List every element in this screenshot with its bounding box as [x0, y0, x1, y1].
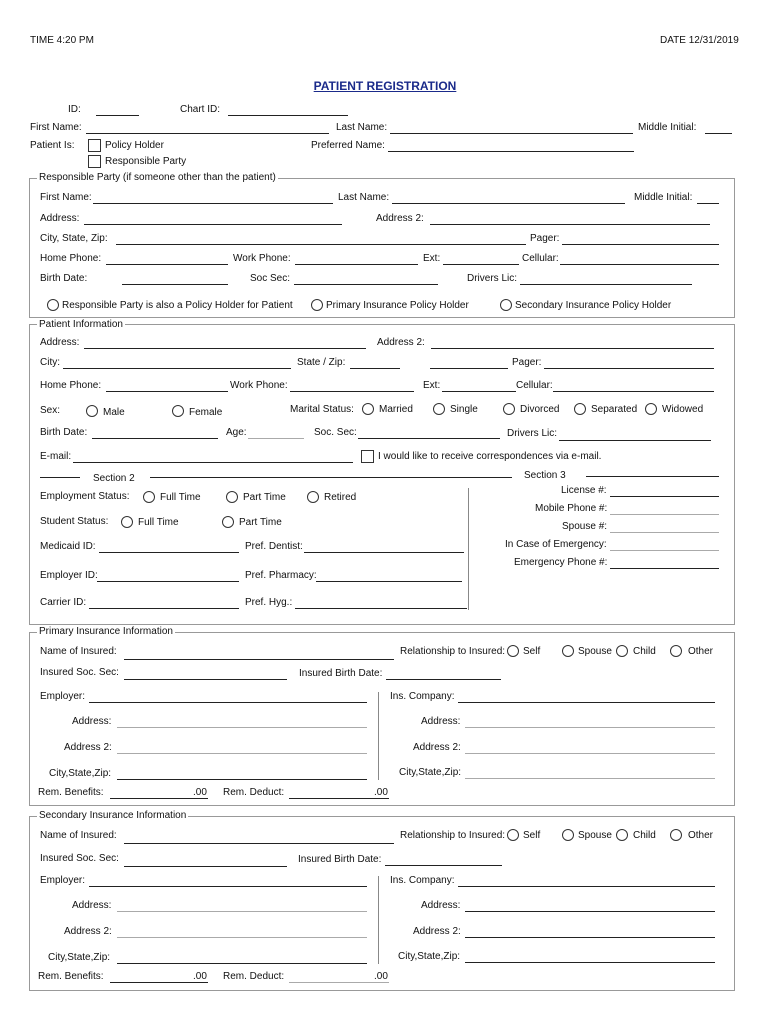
rp-middle-initial-label: Middle Initial: — [634, 192, 693, 203]
pref-dentist-field[interactable] — [304, 552, 464, 553]
emergency-phone-label: Emergency Phone #: — [514, 557, 608, 568]
primary-self-radio[interactable] — [507, 645, 519, 657]
secondary-divider — [378, 876, 379, 964]
secondary-self-label: Self — [523, 830, 541, 841]
secondary-employer-address2-field[interactable] — [117, 937, 367, 938]
pi-address-field[interactable] — [84, 348, 366, 349]
primary-company-address2-label: Address 2: — [413, 742, 461, 753]
secondary-employer-address-field[interactable] — [117, 911, 367, 912]
section-divider — [468, 488, 469, 610]
secondary-employer-city-field[interactable] — [117, 963, 367, 964]
rp-soc-sec-field[interactable] — [294, 284, 438, 285]
rp-last-name-label: Last Name: — [338, 192, 390, 203]
pref-hyg-field[interactable] — [295, 608, 467, 609]
rp-ext-label: Ext: — [423, 253, 441, 264]
mobile-phone-field[interactable] — [610, 514, 719, 515]
primary-name-of-insured-field[interactable] — [124, 659, 394, 660]
secondary-insurance-legend: Secondary Insurance Information — [39, 810, 187, 821]
spouse-field[interactable] — [610, 532, 719, 533]
secondary-company-address-label: Address: — [421, 900, 461, 911]
section3-rule — [586, 476, 719, 477]
secondary-relationship-label: Relationship to Insured: — [400, 830, 506, 841]
employer-id-label: Employer ID: — [40, 570, 98, 581]
pref-dentist-label: Pref. Dentist: — [245, 541, 303, 552]
rp-birth-date-field[interactable] — [122, 284, 228, 285]
secondary-child-label: Child — [633, 830, 656, 841]
responsible-party-checkbox[interactable] — [88, 155, 101, 168]
student-part-time-label: Part Time — [239, 517, 282, 528]
secondary-company-address-field[interactable] — [465, 911, 715, 912]
primary-employer-city-label: City,State,Zip: — [49, 768, 112, 779]
section2-heading: Section 2 — [93, 473, 135, 484]
pi-drivers-lic-field[interactable] — [559, 440, 711, 441]
id-field[interactable] — [96, 115, 139, 116]
rp-soc-sec-label: Soc Sec: — [250, 273, 291, 284]
pi-birth-date-label: Birth Date: — [40, 427, 88, 438]
rp-address-field[interactable] — [84, 224, 342, 225]
student-status-label: Student Status: — [40, 516, 109, 527]
rp-address2-label: Address 2: — [376, 213, 424, 224]
pi-cellular-label: Cellular: — [516, 380, 553, 391]
emergency-contact-field[interactable] — [610, 550, 719, 551]
primary-self-label: Self — [523, 646, 541, 657]
pi-sex-label: Sex: — [40, 405, 61, 416]
rp-city-state-zip-label: City, State, Zip: — [40, 233, 108, 244]
pi-ext-field[interactable] — [442, 391, 516, 392]
pi-female-radio[interactable] — [172, 405, 184, 417]
section2-rule-right — [150, 477, 512, 478]
rp-middle-initial-field[interactable] — [697, 203, 719, 204]
secondary-company-city-label: City,State,Zip: — [398, 951, 461, 962]
pi-city-field[interactable] — [63, 368, 291, 369]
pref-pharmacy-label: Pref. Pharmacy: — [245, 570, 317, 581]
employment-full-time-label: Full Time — [160, 492, 201, 503]
pi-pager-label: Pager: — [512, 357, 542, 368]
secondary-rem-benefits-label: Rem. Benefits: — [38, 971, 104, 982]
secondary-child-radio[interactable] — [616, 829, 628, 841]
secondary-company-address2-field[interactable] — [465, 937, 715, 938]
primary-employer-label: Employer: — [40, 691, 86, 702]
pi-email-label: E-mail: — [40, 451, 72, 462]
emergency-phone-field[interactable] — [610, 568, 719, 569]
pi-separated-radio[interactable] — [574, 403, 586, 415]
pi-ext-label: Ext: — [423, 380, 441, 391]
employment-retired-radio[interactable] — [307, 491, 319, 503]
rp-secondary-option: Secondary Insurance Policy Holder — [515, 300, 672, 311]
page-title: PATIENT REGISTRATION — [313, 79, 457, 93]
primary-company-address-field[interactable] — [465, 727, 715, 728]
pi-birth-date-field[interactable] — [92, 438, 218, 439]
primary-employer-address-label: Address: — [72, 716, 112, 727]
primary-other-label: Other — [688, 646, 714, 657]
pi-married-label: Married — [379, 404, 413, 415]
primary-child-label: Child — [633, 646, 656, 657]
carrier-id-label: Carrier ID: — [40, 597, 87, 608]
rp-cellular-label: Cellular: — [522, 253, 559, 264]
pref-pharmacy-field[interactable] — [316, 581, 462, 582]
rp-birth-date-label: Birth Date: — [40, 273, 88, 284]
primary-employer-address2-field[interactable] — [117, 753, 367, 754]
rp-city-state-zip-field[interactable] — [116, 244, 526, 245]
rp-ext-field[interactable] — [443, 264, 519, 265]
secondary-name-of-insured-field[interactable] — [124, 843, 394, 844]
secondary-rem-benefits-field[interactable] — [110, 982, 208, 983]
pi-widowed-label: Widowed — [662, 404, 704, 415]
secondary-self-radio[interactable] — [507, 829, 519, 841]
rp-cellular-field[interactable] — [560, 264, 719, 265]
pi-soc-sec-label: Soc. Sec: — [314, 427, 357, 438]
pi-state-zip-label: State / Zip: — [297, 357, 346, 368]
emergency-contact-label: In Case of Emergency: — [505, 539, 607, 550]
responsible-party-label: Responsible Party — [105, 156, 187, 167]
secondary-rem-deduct-cents: .00 — [374, 971, 388, 982]
mobile-phone-label: Mobile Phone #: — [535, 503, 608, 514]
pi-married-radio[interactable] — [362, 403, 374, 415]
primary-employer-address2-label: Address 2: — [64, 742, 112, 753]
pi-female-label: Female — [189, 407, 223, 418]
rp-policy-holder-radio[interactable] — [47, 299, 59, 311]
chart-id-field[interactable] — [228, 115, 348, 116]
secondary-company-city-field[interactable] — [465, 962, 715, 963]
medicaid-id-label: Medicaid ID: — [40, 541, 96, 552]
rp-drivers-lic-field[interactable] — [520, 284, 692, 285]
rp-work-phone-label: Work Phone: — [233, 253, 291, 264]
primary-rem-deduct-label: Rem. Deduct: — [223, 787, 285, 798]
employment-part-time-label: Part Time — [243, 492, 286, 503]
primary-rem-deduct-field[interactable] — [289, 798, 389, 799]
employment-full-time-radio[interactable] — [143, 491, 155, 503]
pi-single-radio[interactable] — [433, 403, 445, 415]
rp-first-name-field[interactable] — [93, 203, 333, 204]
middle-initial-label: Middle Initial: — [638, 122, 697, 133]
rp-home-phone-label: Home Phone: — [40, 253, 102, 264]
primary-name-of-insured-label: Name of Insured: — [40, 646, 117, 657]
primary-insurance-legend: Primary Insurance Information — [39, 626, 173, 637]
pi-work-phone-field[interactable] — [290, 391, 414, 392]
pi-cellular-field[interactable] — [553, 391, 714, 392]
rp-drivers-lic-label: Drivers Lic: — [467, 273, 518, 284]
first-name-field[interactable] — [86, 133, 329, 134]
primary-ins-company-field[interactable] — [458, 702, 715, 703]
secondary-insured-soc-sec-field[interactable] — [124, 866, 287, 867]
last-name-field[interactable] — [390, 133, 633, 134]
primary-ins-company-label: Ins. Company: — [390, 691, 455, 702]
secondary-employer-field[interactable] — [89, 886, 367, 887]
employment-status-label: Employment Status: — [40, 491, 130, 502]
secondary-other-radio[interactable] — [670, 829, 682, 841]
rp-policy-holder-option: Responsible Party is also a Policy Holder for Patient — [62, 300, 293, 311]
secondary-rem-deduct-label: Rem. Deduct: — [223, 971, 285, 982]
pi-city-label: City: — [40, 357, 60, 368]
primary-company-city-label: City,State,Zip: — [399, 767, 462, 778]
rp-secondary-radio[interactable] — [500, 299, 512, 311]
pi-home-phone-label: Home Phone: — [40, 380, 102, 391]
employer-id-field[interactable] — [97, 581, 239, 582]
middle-initial-field[interactable] — [705, 133, 732, 134]
secondary-spouse-radio[interactable] — [562, 829, 574, 841]
pi-home-phone-field[interactable] — [106, 391, 228, 392]
pi-state-field[interactable] — [350, 368, 400, 369]
pi-address-label: Address: — [40, 337, 80, 348]
pi-divorced-label: Divorced — [520, 404, 560, 415]
spouse-label: Spouse #: — [562, 521, 608, 532]
secondary-name-of-insured-label: Name of Insured: — [40, 830, 117, 841]
primary-employer-city-field[interactable] — [117, 779, 367, 780]
secondary-insured-soc-sec-label: Insured Soc. Sec: — [40, 853, 119, 864]
primary-company-city-field[interactable] — [465, 778, 715, 779]
time-label: TIME 4:20 PM — [30, 35, 94, 46]
primary-insured-birth-date-label: Insured Birth Date: — [299, 668, 383, 679]
secondary-employer-city-label: City,State,Zip: — [48, 952, 111, 963]
primary-rem-benefits-label: Rem. Benefits: — [38, 787, 104, 798]
license-label: License #: — [561, 485, 607, 496]
primary-employer-field[interactable] — [89, 702, 367, 703]
rp-address2-field[interactable] — [430, 224, 710, 225]
pi-address2-field[interactable] — [431, 348, 714, 349]
secondary-employer-label: Employer: — [40, 875, 86, 886]
rp-primary-radio[interactable] — [311, 299, 323, 311]
primary-company-address-label: Address: — [421, 716, 461, 727]
last-name-label: Last Name: — [336, 122, 388, 133]
primary-insured-soc-sec-label: Insured Soc. Sec: — [40, 667, 119, 678]
license-field[interactable] — [610, 496, 719, 497]
email-opt-in-label: I would like to receive correspondences via e-mail. — [378, 451, 602, 462]
primary-rem-deduct-cents: .00 — [374, 787, 388, 798]
pi-address2-label: Address 2: — [377, 337, 425, 348]
secondary-spouse-label: Spouse — [578, 830, 612, 841]
rp-pager-field[interactable] — [562, 244, 719, 245]
primary-divider — [378, 692, 379, 780]
student-full-time-label: Full Time — [138, 517, 179, 528]
pi-marital-status-label: Marital Status: — [290, 404, 354, 415]
rp-primary-option: Primary Insurance Policy Holder — [326, 300, 469, 311]
section2-rule-left — [40, 477, 80, 478]
pi-separated-label: Separated — [591, 404, 638, 415]
pi-soc-sec-field[interactable] — [358, 438, 500, 439]
email-opt-in-checkbox[interactable] — [361, 450, 374, 463]
pi-male-label: Male — [103, 407, 125, 418]
rp-pager-label: Pager: — [530, 233, 560, 244]
patient-information-legend: Patient Information — [39, 319, 123, 330]
primary-insured-birth-date-field[interactable] — [386, 679, 501, 680]
pi-single-label: Single — [450, 404, 478, 415]
pi-age-label: Age: — [226, 427, 247, 438]
id-label: ID: — [68, 104, 81, 115]
primary-spouse-radio[interactable] — [562, 645, 574, 657]
pref-hyg-label: Pref. Hyg.: — [245, 597, 293, 608]
preferred-name-field[interactable] — [388, 151, 634, 152]
secondary-rem-benefits-cents: .00 — [193, 971, 207, 982]
pi-work-phone-label: Work Phone: — [230, 380, 288, 391]
preferred-name-label: Preferred Name: — [311, 140, 385, 151]
secondary-employer-address-label: Address: — [72, 900, 112, 911]
primary-rem-benefits-field[interactable] — [110, 798, 208, 799]
secondary-ins-company-field[interactable] — [458, 886, 715, 887]
primary-relationship-label: Relationship to Insured: — [400, 646, 506, 657]
pi-widowed-radio[interactable] — [645, 403, 657, 415]
pi-male-radio[interactable] — [86, 405, 98, 417]
rp-home-phone-field[interactable] — [106, 264, 228, 265]
chart-id-label: Chart ID: — [180, 104, 221, 115]
secondary-ins-company-label: Ins. Company: — [390, 875, 455, 886]
primary-child-radio[interactable] — [616, 645, 628, 657]
student-full-time-radio[interactable] — [121, 516, 133, 528]
pi-divorced-radio[interactable] — [503, 403, 515, 415]
policy-holder-label: Policy Holder — [105, 140, 164, 151]
pi-pager-field[interactable] — [544, 368, 714, 369]
patient-is-label: Patient Is: — [30, 140, 75, 151]
primary-insured-soc-sec-field[interactable] — [124, 679, 287, 680]
student-part-time-radio[interactable] — [222, 516, 234, 528]
secondary-insured-birth-date-field[interactable] — [385, 865, 502, 866]
primary-employer-address-field[interactable] — [117, 727, 367, 728]
medicaid-id-field[interactable] — [99, 552, 239, 553]
rp-work-phone-field[interactable] — [295, 264, 418, 265]
primary-spouse-label: Spouse — [578, 646, 612, 657]
section3-heading: Section 3 — [524, 470, 566, 481]
secondary-insured-birth-date-label: Insured Birth Date: — [298, 854, 382, 865]
first-name-label: First Name: — [30, 122, 82, 133]
secondary-other-label: Other — [688, 830, 714, 841]
employment-part-time-radio[interactable] — [226, 491, 238, 503]
secondary-company-address2-label: Address 2: — [413, 926, 461, 937]
date-label: DATE 12/31/2019 — [660, 35, 739, 46]
pi-age-field[interactable] — [248, 438, 304, 439]
secondary-employer-address2-label: Address 2: — [64, 926, 112, 937]
pi-drivers-lic-label: Drivers Lic: — [507, 428, 558, 439]
employment-retired-label: Retired — [324, 492, 357, 503]
rp-address-label: Address: — [40, 213, 80, 224]
primary-company-address2-field[interactable] — [465, 753, 715, 754]
policy-holder-checkbox[interactable] — [88, 139, 101, 152]
carrier-id-field[interactable] — [89, 608, 239, 609]
secondary-rem-deduct-field[interactable] — [289, 982, 389, 983]
responsible-party-legend: Responsible Party (if someone other than the patient) — [39, 172, 276, 183]
primary-rem-benefits-cents: .00 — [193, 787, 207, 798]
pi-zip-field[interactable] — [430, 368, 508, 369]
primary-other-radio[interactable] — [670, 645, 682, 657]
pi-email-field[interactable] — [73, 462, 353, 463]
rp-first-name-label: First Name: — [40, 192, 92, 203]
rp-last-name-field[interactable] — [392, 203, 625, 204]
